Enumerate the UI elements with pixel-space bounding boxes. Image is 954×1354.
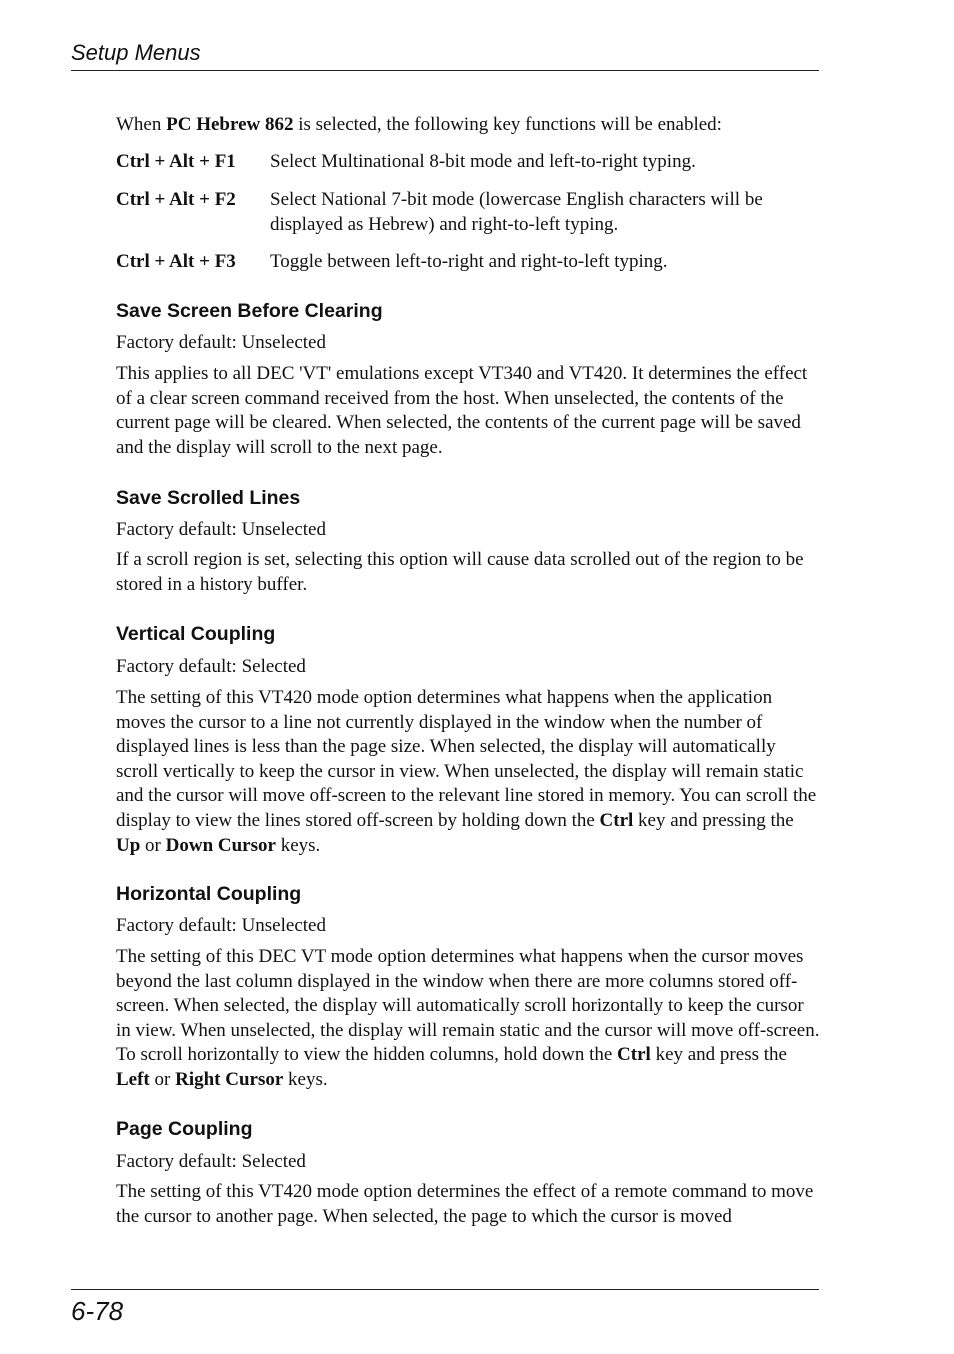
factory-default: Factory default: Unselected	[116, 519, 326, 540]
body-text: key and press the	[650, 1044, 787, 1066]
key-combo: Ctrl + Alt + F2	[116, 189, 236, 210]
body-text: The setting of this DEC VT mode option determines what happens when the cursor moves beyond the last column displayed in the window when there are more columns stored off-screen. When selected, the display will automatically scroll horizontally to keep the cursor in view. When unselected, the display will remain static and the cursor will move off-screen. To scroll horizontally to view the hidden columns, hold down the	[116, 946, 820, 1066]
page-header-title: Setup Menus	[71, 40, 201, 65]
header-rule	[71, 70, 819, 71]
key-description: Select Multinational 8-bit mode and left-to-right typing.	[270, 151, 696, 172]
body-text: keys.	[283, 1068, 328, 1090]
body-text: or	[149, 1068, 176, 1090]
section-heading: Save Scrolled Lines	[116, 487, 301, 509]
section-body: The setting of this VT420 mode option determines the effect of a remote command to move the cursor to another page. When selected, the page to which the cursor is moved	[116, 1181, 814, 1227]
body-text: The setting of this VT420 mode option determines what happens when the application moves the cursor to a line not currently displayed in the window when the number of displayed lines is less than the page size. When selected, the display will automatically scroll vertically to keep the cursor in view. When unselected, the display will remain static and the cursor will move off-screen to the relevant line stored in memory. You can scroll the display to view the lines stored off-screen by holding down the	[116, 687, 817, 831]
intro-emulation-name: PC Hebrew 862	[166, 114, 294, 135]
section-heading: Vertical Coupling	[116, 623, 276, 645]
key-name-right-cursor: Right Cursor	[175, 1068, 284, 1090]
key-name-down-cursor: Down Cursor	[165, 834, 276, 856]
factory-default: Factory default: Selected	[116, 656, 306, 677]
body-text: keys.	[275, 834, 321, 856]
intro-text-start: When	[116, 114, 167, 135]
factory-default: Factory default: Unselected	[116, 332, 326, 353]
body-text: key and pressing the	[633, 809, 794, 831]
section-heading: Page Coupling	[116, 1118, 253, 1140]
key-combo: Ctrl + Alt + F3	[116, 251, 236, 272]
key-name-left: Left	[116, 1068, 150, 1090]
factory-default: Factory default: Unselected	[116, 915, 326, 936]
factory-default: Factory default: Selected	[116, 1151, 306, 1172]
page-number: 6-78	[71, 1296, 124, 1326]
intro-text-end: is selected, the following key functions will be enabled:	[293, 114, 722, 135]
key-name-up: Up	[116, 834, 141, 856]
footer-rule	[71, 1289, 819, 1290]
body-text: or	[140, 834, 166, 856]
section-heading: Save Screen Before Clearing	[116, 300, 383, 322]
key-name-ctrl: Ctrl	[617, 1044, 651, 1066]
section-body: If a scroll region is set, selecting this option will cause data scrolled out of the region to be stored in a history buffer.	[116, 549, 804, 595]
section-body: This applies to all DEC 'VT' emulations except VT340 and VT420. It determines the effect of a clear screen command received from the host. When unselected, the contents of the current page will be cleared. When selected, the contents of the current page will be saved and the display will scroll to the next page.	[116, 363, 808, 458]
key-name-ctrl: Ctrl	[599, 809, 634, 831]
key-combo: Ctrl + Alt + F1	[116, 151, 236, 172]
section-body	[116, 686, 822, 858]
key-description: Toggle between left-to-right and right-to-left typing.	[270, 251, 668, 272]
section-body	[116, 945, 822, 1093]
section-heading: Horizontal Coupling	[116, 883, 302, 905]
key-description: Select National 7-bit mode (lowercase English characters will be displayed as Hebrew) and right-to-left typing.	[270, 189, 763, 235]
intro-paragraph	[116, 113, 822, 138]
